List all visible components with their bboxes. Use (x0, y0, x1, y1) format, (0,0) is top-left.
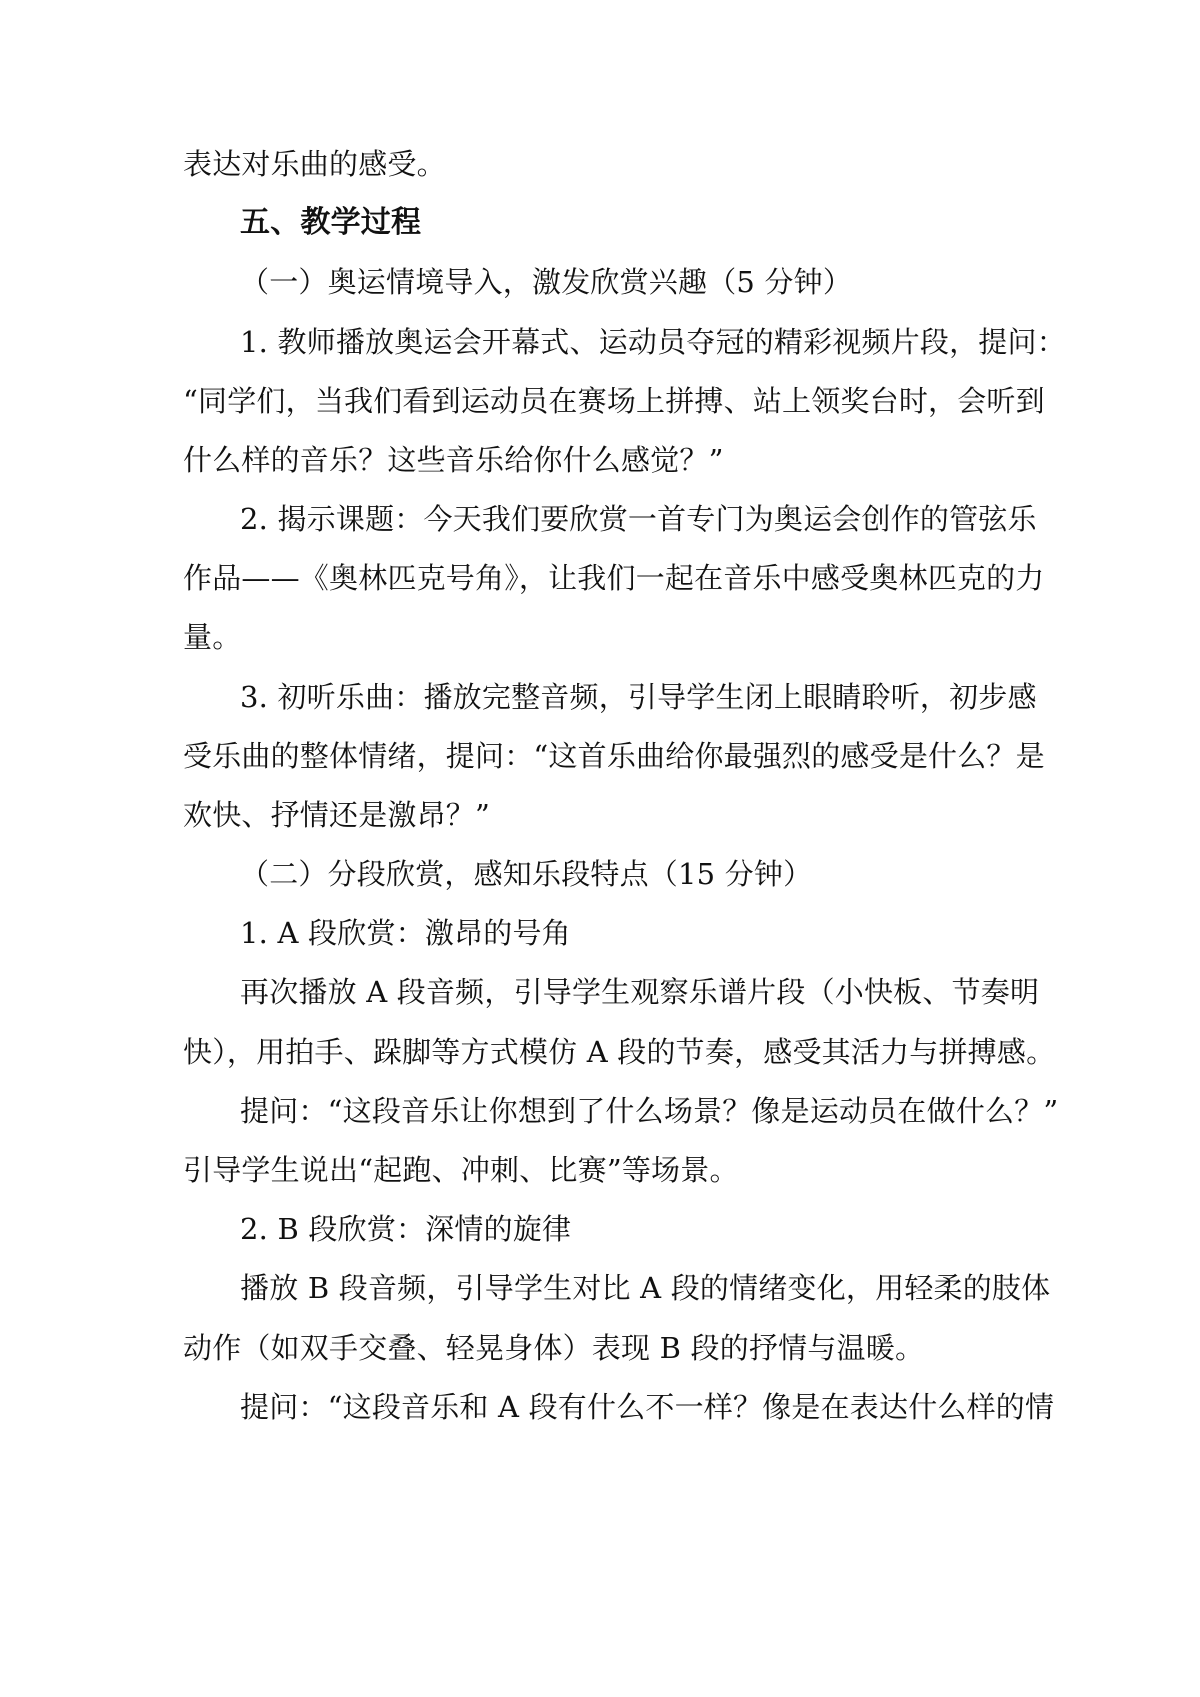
text-line: 提问：“这段音乐和 A 段有什么不一样？像是在表达什么样的情 (240, 1390, 1055, 1424)
section-heading: 五、教学过程 (240, 205, 422, 240)
text-line: 1. 教师播放奥运会开幕式、运动员夺冠的精彩视频片段，提问： (240, 325, 1066, 359)
text-line: 什么样的音乐？这些音乐给你什么感觉？” (183, 443, 724, 477)
text-line: 1. A 段欣赏：激昂的号角 (240, 916, 571, 950)
text-line: 播放 B 段音频，引导学生对比 A 段的情绪变化，用轻柔的肢体 (240, 1271, 1051, 1305)
text-line: 受乐曲的整体情绪，提问：“这首乐曲给你最强烈的感受是什么？是 (183, 739, 1045, 773)
text-line: 再次播放 A 段音频，引导学生观察乐谱片段（小快板、节奏明 (240, 975, 1040, 1009)
text-line: 作品——《奥林匹克号角》，让我们一起在音乐中感受奥林匹克的力 (183, 561, 1045, 595)
text-line: 引导学生说出“起跑、冲刺、比赛”等场景。 (183, 1153, 739, 1187)
text-line: 2. 揭示课题：今天我们要欣赏一首专门为奥运会创作的管弦乐 (240, 502, 1037, 536)
text-line: 2. B 段欣赏：深情的旋律 (240, 1212, 572, 1246)
subsection-heading: （一）奥运情境导入，激发欣赏兴趣（5 分钟） (240, 265, 853, 299)
text-line: 3. 初听乐曲：播放完整音频，引导学生闭上眼睛聆听，初步感 (240, 680, 1037, 714)
text-line: 提问：“这段音乐让你想到了什么场景？像是运动员在做什么？” (240, 1094, 1059, 1128)
text-line: 表达对乐曲的感受。 (183, 147, 446, 181)
text-line: “同学们，当我们看到运动员在赛场上拼搏、站上领奖台时，会听到 (183, 384, 1045, 418)
text-line: 欢快、抒情还是激昂？” (183, 798, 491, 832)
text-line: 动作（如双手交叠、轻晃身体）表现 B 段的抒情与温暖。 (183, 1331, 925, 1365)
text-line: 快），用拍手、跺脚等方式模仿 A 段的节奏，感受其活力与拼搏感。 (183, 1035, 1056, 1069)
subsection-heading: （二）分段欣赏，感知乐段特点（15 分钟） (240, 857, 813, 891)
text-line: 量。 (183, 620, 242, 654)
